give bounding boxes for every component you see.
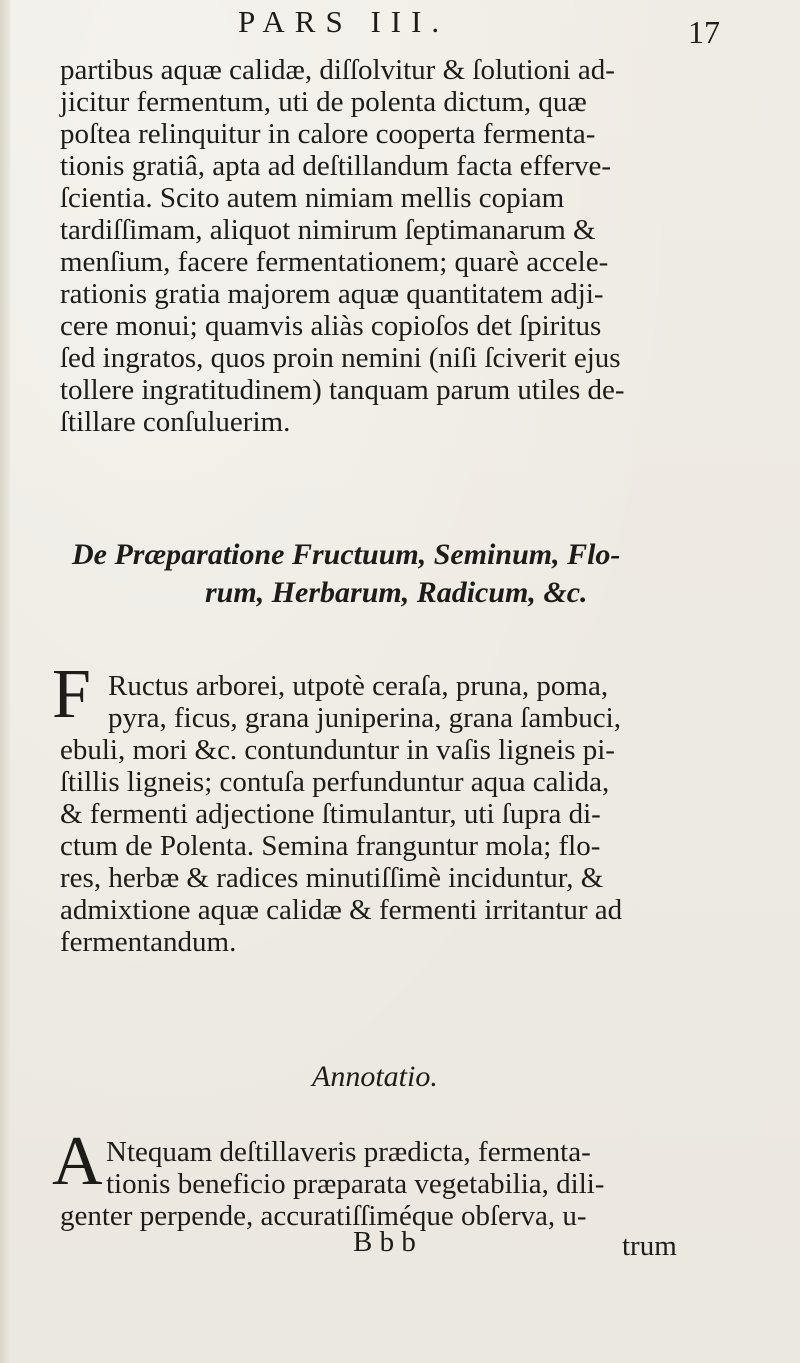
page-number: 17 bbox=[688, 14, 720, 50]
text-line: tardiſſimam, aliquot nimirum ſeptimanarum & bbox=[60, 214, 596, 246]
page-header bbox=[0, 4, 800, 50]
drop-cap: F bbox=[52, 656, 91, 733]
text-line: res, herbæ & radices minutiſſimè inciduntur, & bbox=[60, 862, 604, 894]
text-line: tionis beneficio præparata vegetabilia, dili- bbox=[106, 1168, 605, 1200]
text-line: jicitur fermentum, uti de polenta dictum, quæ bbox=[60, 86, 587, 118]
page-gutter-shadow bbox=[0, 0, 10, 1363]
text-line: fermentandum. bbox=[60, 926, 237, 958]
text-line: genter perpende, accuratiſſiméque obſerva, u- bbox=[60, 1200, 587, 1232]
text-line: ſcientia. Scito autem nimiam mellis copiam bbox=[60, 182, 565, 214]
text-line: ctum de Polenta. Semina franguntur mola; flo- bbox=[60, 830, 601, 862]
annotation-heading: Annotatio. bbox=[312, 1060, 438, 1093]
text-line: ſed ingratos, quos proin nemini (niſi ſciverit ejus bbox=[60, 342, 621, 374]
text-line: Ructus arborei, utpotè ceraſa, pruna, poma, bbox=[108, 670, 609, 702]
section-heading-line: rum, Herbarum, Radicum, &c. bbox=[205, 576, 588, 609]
text-line: & fermenti adjectione ſtimulantur, uti ſupra di- bbox=[60, 798, 601, 830]
text-line: menſium, facere fermentationem; quarè accele- bbox=[60, 246, 609, 278]
text-line: partibus aquæ calidæ, diſſolvitur & ſolutioni ad- bbox=[60, 54, 615, 86]
running-head: PARS III. bbox=[238, 4, 450, 39]
text-line: tionis gratiâ, apta ad deſtillandum facta efferve- bbox=[60, 150, 612, 182]
signature-mark: B b b bbox=[353, 1226, 416, 1258]
text-line: rationis gratia majorem aquæ quantitatem adji- bbox=[60, 278, 604, 310]
text-line: Ntequam deſtillaveris prædicta, fermenta- bbox=[106, 1136, 591, 1168]
text-line: ebuli, mori &c. contunduntur in vaſis ligneis pi- bbox=[60, 734, 615, 766]
text-line: cere monui; quamvis aliàs copioſos det ſpiritus bbox=[60, 310, 602, 342]
catchword: trum bbox=[622, 1230, 677, 1262]
text-line: poſtea relinquitur in calore cooperta fermenta- bbox=[60, 118, 596, 150]
text-line: tollere ingratitudinem) tanquam parum utiles de- bbox=[60, 374, 625, 406]
text-line: admixtione aquæ calidæ & fermenti irritantur ad bbox=[60, 894, 623, 926]
drop-cap: A bbox=[52, 1123, 103, 1200]
text-line: ſtillis ligneis; contuſa perfunduntur aqua calida, bbox=[60, 766, 610, 798]
text-line: ſtillare conſuluerim. bbox=[60, 406, 291, 438]
text-line: pyra, ficus, grana juniperina, grana ſambuci, bbox=[108, 702, 621, 734]
section-heading-line: De Præparatione Fructuum, Seminum, Flo- bbox=[72, 538, 621, 571]
